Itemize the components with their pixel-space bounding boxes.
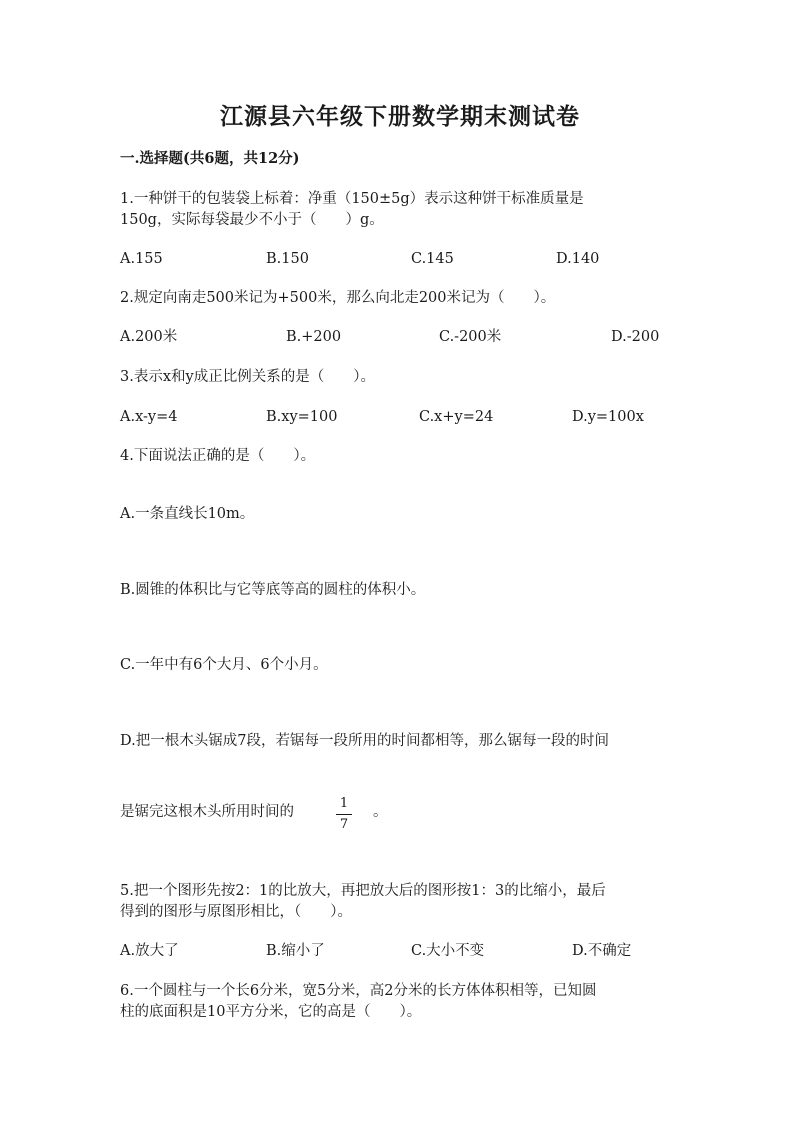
question-4-line-1: 4.下面说法正确的是（ ）。 [120, 448, 316, 464]
question-3-option-d: D.y=100x [572, 409, 644, 425]
question-1-option-d: D.140 [556, 251, 600, 267]
question-3-option-a: A.x-y=4 [120, 409, 178, 425]
question-2-option-d: D.-200 [611, 329, 660, 345]
question-5-line-2: 得到的图形与原图形相比，（ ）。 [120, 904, 352, 920]
fraction-numerator: 1 [339, 796, 349, 811]
question-3-option-b: B.xy=100 [266, 409, 338, 425]
question-4-option-b: B.圆锥的体积比与它等底等高的圆柱的体积小。 [120, 582, 426, 598]
question-5-line-1: 5.把一个图形先按2：1的比放大，再把放大后的图形按1：3的比缩小，最后 [120, 883, 606, 899]
question-4-option-a: A.一条直线长10m。 [120, 506, 255, 522]
question-5-option-d: D.不确定 [572, 943, 632, 959]
fraction-bar [336, 814, 352, 815]
question-3-line-1: 3.表示x和y成正比例关系的是（ ）。 [120, 369, 375, 385]
question-1-line-1: 1.一种饼干的包装袋上标着：净重（150±5g）表示这种饼干标准质量是 [120, 191, 584, 207]
question-1-option-c: C.145 [411, 251, 454, 267]
question-4-option-d-line-2: 是锯完这根木头所用时间的 [120, 804, 294, 820]
question-2-option-b: B.+200 [286, 329, 342, 345]
question-2-option-c: C.-200米 [439, 329, 502, 345]
question-5-option-b: B.缩小了 [266, 943, 325, 959]
question-4-option-d-end: 。 [373, 804, 388, 820]
question-4-option-d-line-1: D.把一根木头锯成7段，若锯每一段所用的时间都相等，那么锯每一段的时间 [120, 733, 609, 749]
question-3-option-c: C.x+y=24 [419, 409, 494, 425]
question-1-line-2: 150g，实际每袋最少不小于（ ）g。 [120, 212, 384, 228]
question-2-line-1: 2.规定向南走500米记为+500米，那么向北走200米记为（ ）。 [120, 290, 556, 306]
question-6-line-2: 柱的底面积是10平方分米，它的高是（ ）。 [120, 1004, 422, 1020]
fraction-denominator: 7 [339, 817, 349, 832]
question-4-option-c: C.一年中有6个大月、6个小月。 [120, 657, 328, 673]
section-heading: 一.选择题(共6题，共12分) [120, 150, 300, 167]
page-title: 江源县六年级下册数学期末测试卷 [220, 103, 580, 130]
question-5-option-c: C.大小不变 [411, 943, 485, 959]
question-5-option-a: A.放大了 [120, 943, 179, 959]
question-1-option-a: A.155 [120, 251, 163, 267]
question-2-option-a: A.200米 [120, 329, 178, 345]
fraction-one-seventh [336, 796, 352, 833]
question-1-option-b: B.150 [266, 251, 309, 267]
question-6-line-1: 6.一个圆柱与一个长6分米，宽5分米，高2分米的长方体体积相等，已知圆 [120, 983, 597, 999]
